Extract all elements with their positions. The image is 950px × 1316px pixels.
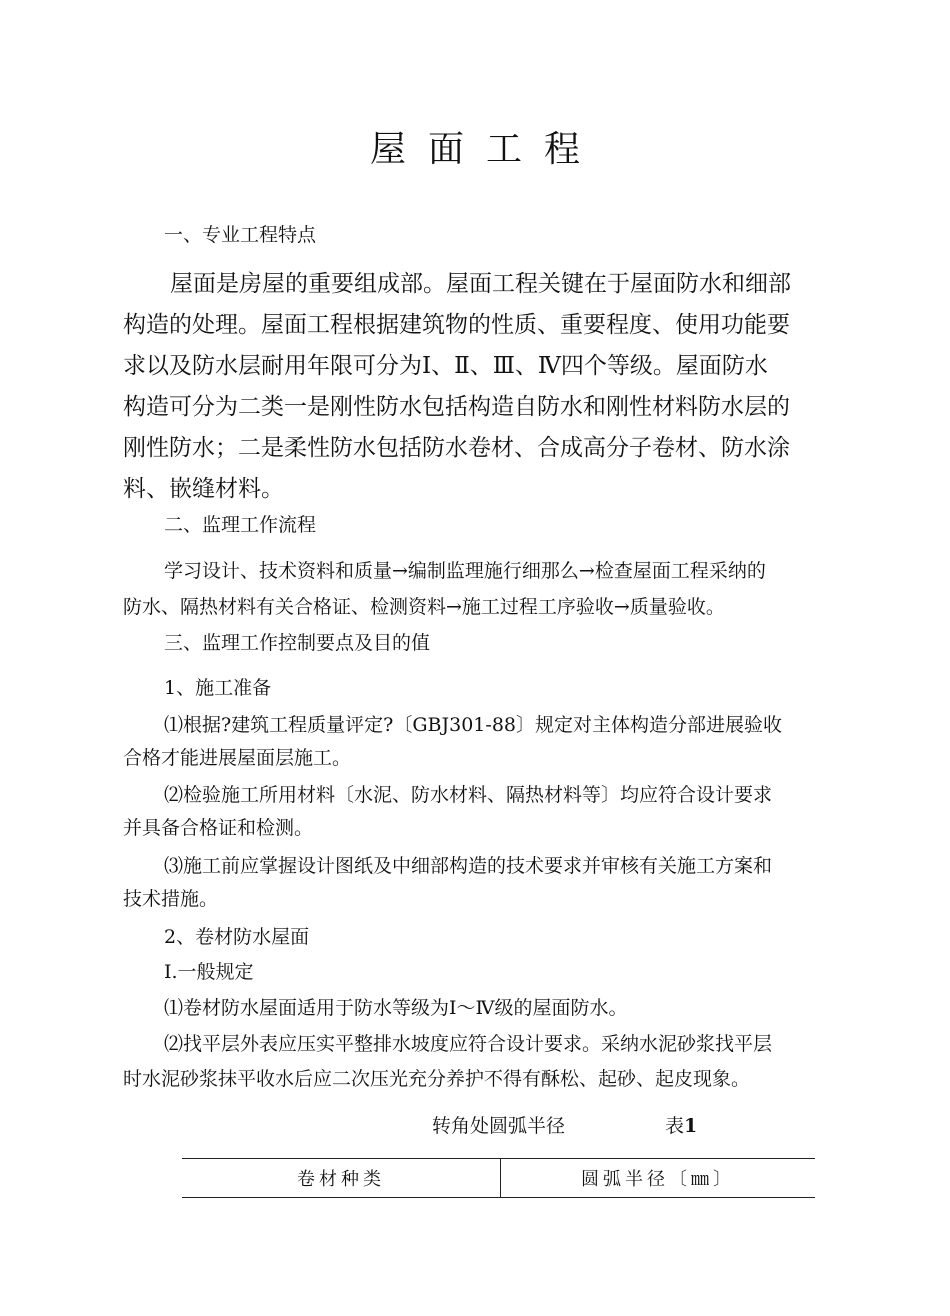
sub1-item3-line1: ⑶施工前应掌握设计图纸及中细部构造的技术要求并审核有关施工方案和	[164, 855, 773, 877]
section1-line-2: 构造的处理。屋面工程根据建筑物的性质、重要程度、使用功能要	[123, 312, 790, 338]
table-header-row	[182, 1159, 815, 1198]
sub1-item2-line1: ⑵检验施工所用材料〔水泥、防水材料、隔热材料等〕均应符合设计要求	[164, 784, 773, 806]
table-caption: 转角处圆弧半径	[432, 1115, 566, 1137]
radius-table	[182, 1158, 815, 1198]
section1-heading: 一、专业工程特点	[164, 224, 317, 246]
sub2-item2-line2: 时水泥砂浆抹平收水后应二次压光充分养护不得有酥松、起砂、起皮现象。	[123, 1068, 751, 1090]
table-header-radius: 圆弧半径〔㎜〕	[501, 1159, 816, 1198]
section2-line-2: 防水、隔热材料有关合格证、检测资料→施工过程工序验收→质量验收。	[123, 596, 725, 618]
section3-heading: 三、监理工作控制要点及目的值	[164, 632, 431, 654]
section1-line-5: 刚性防水；二是柔性防水包括防水卷材、合成高分子卷材、防水涂	[123, 435, 790, 461]
sub2-heading: 2、卷材防水屋面	[164, 926, 310, 948]
section2-heading: 二、监理工作流程	[164, 514, 317, 536]
sub1-item3-line2: 技术措施。	[123, 888, 219, 910]
section1-line-4: 构造可分为二类一是刚性防水包括构造自防水和刚性材料防水层的	[123, 394, 790, 420]
page-title: 屋面工程	[369, 129, 602, 170]
sub2-item2-line1: ⑵找平层外表应压实平整排水坡度应符合设计要求。采纳水泥砂浆找平层	[164, 1033, 773, 1055]
section2-line-1: 学习设计、技术资料和质量→编制监理施行细那么→检查屋面工程采纳的	[164, 560, 766, 582]
sub1-heading: 1、施工准备	[164, 677, 272, 699]
section1-line-1: 屋面是房屋的重要组成部。屋面工程关键在于屋面防水和细部	[170, 271, 791, 297]
sub2-subheading: I.一般规定	[164, 961, 254, 983]
sub1-item1-line1: ⑴根据?建筑工程质量评定?〔GBJ301-88〕规定对主体构造分部进展验收	[164, 714, 782, 736]
sub1-item1-line2: 合格才能进展屋面层施工。	[123, 747, 352, 769]
section1-line-3: 求以及防水层耐用年限可分为Ⅰ、Ⅱ、Ⅲ、Ⅳ四个等级。屋面防水	[123, 353, 768, 379]
table-number-prefix: 表	[665, 1115, 685, 1137]
sub2-item1: ⑴卷材防水屋面适用于防水等级为Ⅰ～Ⅳ级的屋面防水。	[164, 997, 628, 1019]
table-number	[665, 1111, 697, 1141]
section1-line-6: 料、嵌缝材料。	[123, 476, 284, 502]
table-header-material: 卷材种类	[182, 1159, 501, 1198]
sub1-item2-line2: 并具备合格证和检测。	[123, 817, 314, 839]
table-number-value: 1	[684, 1115, 698, 1137]
